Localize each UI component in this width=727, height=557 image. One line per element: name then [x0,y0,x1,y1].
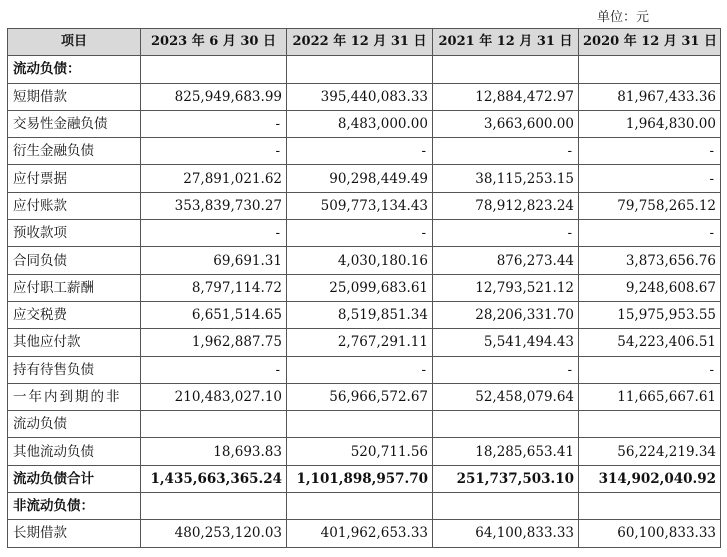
cell-value: 3,663,600.00 [433,110,579,137]
row-label: 短期借款 [8,83,141,110]
header-2022-12-31: 2022 年 12 月 31 日 [287,29,433,56]
row-label: 流动负债 [8,411,141,438]
cell-value: 520,711.56 [287,438,433,465]
header-item: 项目 [8,29,141,56]
cell-value: 314,902,040.92 [579,465,721,492]
cell-value: - [579,165,721,192]
header-row [8,29,721,56]
table-row [8,438,721,465]
table-row [8,83,721,110]
cell-value [141,411,287,438]
row-label: 应交税费 [8,301,141,328]
row-label: 合同负债 [8,247,141,274]
cell-value: 25,099,683.61 [287,274,433,301]
cell-value: 79,758,265.12 [579,192,721,219]
row-label: 其他流动负债 [8,438,141,465]
row-label: 非流动负债： [8,493,141,520]
cell-value: 5,541,494.43 [433,329,579,356]
cell-value: 1,962,887.75 [141,329,287,356]
header-2021-12-31: 2021 年 12 月 31 日 [433,29,579,56]
cell-value: - [433,220,579,247]
row-label: 持有待售负债 [8,356,141,383]
cell-value: 395,440,083.33 [287,83,433,110]
cell-value: 12,884,472.97 [433,83,579,110]
row-label: 应付票据 [8,165,141,192]
cell-value [287,493,433,520]
cell-value: 401,962,653.33 [287,520,433,547]
cell-value: - [287,138,433,165]
cell-value [433,411,579,438]
table-row [8,165,721,192]
cell-value: 28,206,331.70 [433,301,579,328]
row-label: 应付账款 [8,192,141,219]
row-label: 流动负债合计 [8,465,141,492]
cell-value: - [141,110,287,137]
table-row [8,192,721,219]
cell-value: 1,101,898,957.70 [287,465,433,492]
cell-value: - [579,356,721,383]
cell-value: - [287,220,433,247]
cell-value: 8,483,000.00 [287,110,433,137]
row-label: 流动负债： [8,56,141,83]
cell-value: 509,773,134.43 [287,192,433,219]
cell-value: 353,839,730.27 [141,192,287,219]
cell-value: 825,949,683.99 [141,83,287,110]
total-row [8,465,721,492]
cell-value: - [579,138,721,165]
table-row [8,383,721,410]
cell-value: 56,966,572.67 [287,383,433,410]
cell-value: 876,273.44 [433,247,579,274]
cell-value: 54,223,406.51 [579,329,721,356]
cell-value: 64,100,833.33 [433,520,579,547]
cell-value: - [579,220,721,247]
cell-value: 8,797,114.72 [141,274,287,301]
table-row [8,356,721,383]
table-row [8,220,721,247]
table-row [8,301,721,328]
cell-value: 18,693.83 [141,438,287,465]
cell-value: 251,737,503.10 [433,465,579,492]
cell-value: 18,285,653.41 [433,438,579,465]
cell-value: 81,967,433.36 [579,83,721,110]
liabilities-table [7,28,721,548]
row-label: 应付职工薪酬 [8,274,141,301]
cell-value: 27,891,021.62 [141,165,287,192]
table-row [8,274,721,301]
cell-value: 1,964,830.00 [579,110,721,137]
cell-value: 78,912,823.24 [433,192,579,219]
cell-value: - [141,356,287,383]
cell-value: - [433,356,579,383]
cell-value: 4,030,180.16 [287,247,433,274]
cell-value: 8,519,851.34 [287,301,433,328]
table-row [8,247,721,274]
table-row [8,110,721,137]
cell-value: 12,793,521.12 [433,274,579,301]
cell-value: 3,873,656.76 [579,247,721,274]
cell-value [141,56,287,83]
row-label: 预收款项 [8,220,141,247]
table-row [8,329,721,356]
header-2023-06-30: 2023 年 6 月 30 日 [141,29,287,56]
section-row [8,493,721,520]
cell-value: 11,665,667.61 [579,383,721,410]
cell-value [287,56,433,83]
cell-value [287,411,433,438]
row-label: 衍生金融负债 [8,138,141,165]
table-row [8,138,721,165]
cell-value [579,493,721,520]
cell-value: 38,115,253.15 [433,165,579,192]
table-row [8,520,721,547]
cell-value: 69,691.31 [141,247,287,274]
cell-value: 210,483,027.10 [141,383,287,410]
row-label: 长期借款 [8,520,141,547]
section-row [8,56,721,83]
cell-value [433,56,579,83]
row-label: 其他应付款 [8,329,141,356]
cell-value: 56,224,219.34 [579,438,721,465]
cell-value: 9,248,608.67 [579,274,721,301]
row-label: 交易性金融负债 [8,110,141,137]
cell-value [579,56,721,83]
cell-value [579,411,721,438]
cell-value: 52,458,079.64 [433,383,579,410]
cell-value: - [141,138,287,165]
cell-value: - [433,138,579,165]
header-2020-12-31: 2020 年 12 月 31 日 [579,29,721,56]
row-label: 一年内到期的非 [8,383,141,410]
cell-value: 480,253,120.03 [141,520,287,547]
cell-value: - [141,220,287,247]
cell-value: 1,435,663,365.24 [141,465,287,492]
table-body [8,56,721,547]
cell-value [141,493,287,520]
cell-value: 60,100,833.33 [579,520,721,547]
cell-value [433,493,579,520]
cell-value: 6,651,514.65 [141,301,287,328]
cell-value: - [287,356,433,383]
cell-value: 90,298,449.49 [287,165,433,192]
unit-label: 单位：元 [596,10,649,25]
cell-value: 2,767,291.11 [287,329,433,356]
cell-value: 15,975,953.55 [579,301,721,328]
table-row [8,411,721,438]
